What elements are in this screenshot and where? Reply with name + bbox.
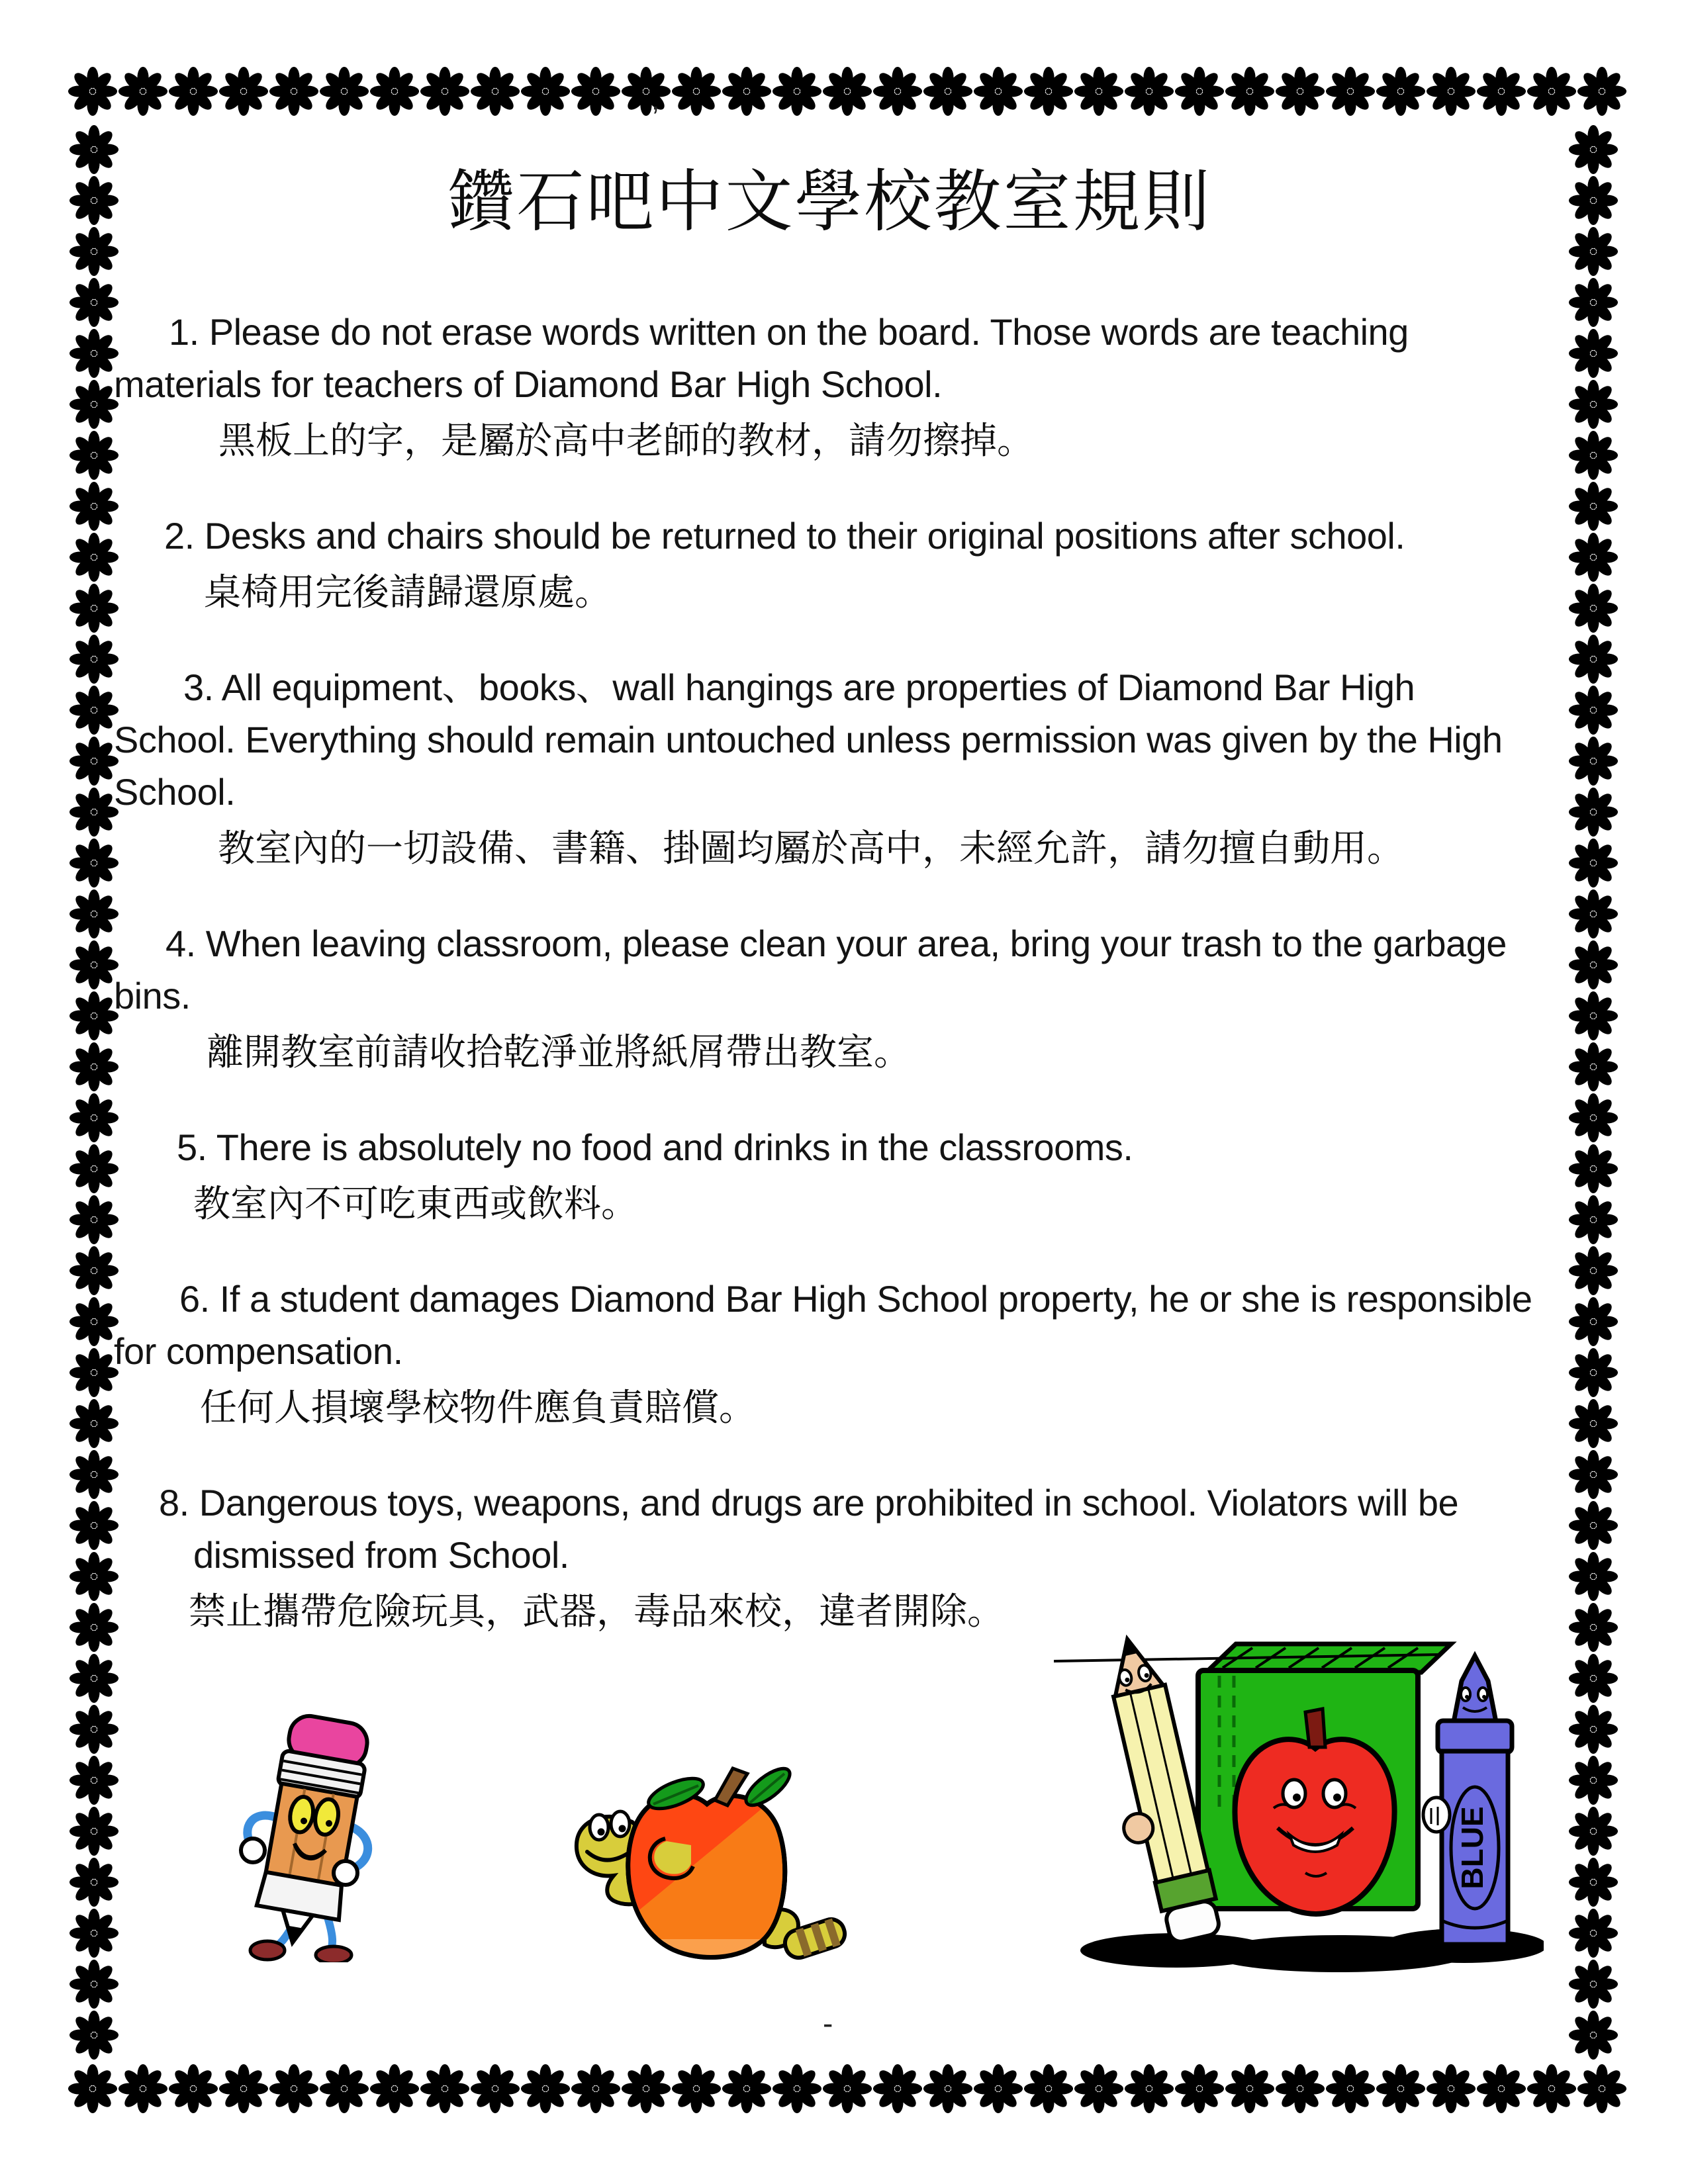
border-flower-icon [69, 1347, 119, 1398]
border-flower-icon [973, 2064, 1023, 2114]
border-flower-icon [1376, 2064, 1426, 2114]
border-flower-icon [69, 1297, 119, 1347]
border-flower-icon [1568, 430, 1618, 480]
border-flower-icon [69, 1093, 119, 1143]
border-flower-icon [69, 1246, 119, 1296]
rule-3-chinese: 教室內的一切設備、書籍、掛圖均屬於高中，未經允許，請勿擅自動用。 [218, 827, 1404, 869]
border-flower-icon [69, 685, 119, 735]
rule-2-chinese: 桌椅用完後請歸還原處。 [204, 571, 612, 613]
border-flower-icon [722, 66, 772, 116]
border-flower-icon [69, 1908, 119, 1958]
border-flower-icon [571, 2064, 621, 2114]
border-flower-icon [69, 940, 119, 990]
border-flower-icon [822, 2064, 872, 2114]
border-flower-icon [520, 2064, 571, 2114]
border-flower-icon [1568, 685, 1618, 735]
border-flower-icon [69, 1602, 119, 1653]
border-flower-icon [923, 2064, 973, 2114]
border-flower-icon [69, 1755, 119, 1805]
border-flower-icon [269, 2064, 319, 2114]
rule-4 [114, 917, 1545, 1081]
border-flower-icon [1568, 1347, 1618, 1398]
border-flower-icon [1568, 277, 1618, 328]
border-flower-icon [269, 66, 319, 116]
border-flower-icon [1568, 1602, 1618, 1653]
border-flower-icon [1568, 583, 1618, 633]
border-flower-icon [1023, 66, 1074, 116]
decorative-border-right [1568, 124, 1620, 2060]
border-flower-icon [1568, 1042, 1618, 1092]
border-flower-icon [621, 2064, 671, 2114]
rule-8-chinese: 禁止攜帶危險玩具，武器，毒品來校，違者開除。 [189, 1590, 1004, 1632]
border-flower-icon [1568, 1908, 1618, 1958]
border-flower-icon [319, 2064, 369, 2114]
border-flower-icon [1325, 66, 1376, 116]
border-flower-icon [69, 838, 119, 888]
border-flower-icon [69, 1959, 119, 2009]
decorative-border-bottom [68, 2064, 1619, 2115]
border-flower-icon [69, 1500, 119, 1551]
border-flower-icon [69, 481, 119, 531]
border-flower-icon [1174, 2064, 1225, 2114]
border-flower-icon [973, 66, 1023, 116]
page-title: 鑽石吧中文學校教室規則 [447, 164, 1212, 240]
border-flower-icon [1124, 2064, 1174, 2114]
border-flower-icon [621, 66, 671, 116]
border-flower-icon [722, 2064, 772, 2114]
border-flower-icon [69, 1398, 119, 1449]
border-flower-icon [1476, 2064, 1526, 2114]
border-flower-icon [822, 66, 872, 116]
border-flower-icon [872, 66, 923, 116]
border-flower-icon [69, 634, 119, 684]
dancing-pencil-clipart [233, 1707, 392, 1962]
rule-6 [114, 1273, 1545, 1437]
border-flower-icon [1225, 66, 1275, 116]
border-flower-icon [520, 66, 571, 116]
border-flower-icon [319, 66, 369, 116]
rule-1 [114, 306, 1545, 470]
border-flower-icon [470, 66, 520, 116]
border-flower-icon [420, 66, 470, 116]
border-flower-icon [69, 1144, 119, 1194]
border-flower-icon [69, 1653, 119, 1704]
border-flower-icon [1568, 1653, 1618, 1704]
border-flower-icon [1275, 2064, 1325, 2114]
border-flower-icon [772, 2064, 822, 2114]
border-flower-icon [69, 1042, 119, 1092]
decorative-border-left [69, 124, 120, 2060]
border-flower-icon [69, 379, 119, 430]
rule-1-english: 1. Please do not erase words written on the board. Those words are teaching materials for teachers of Diamond Bar High School. [114, 311, 1409, 405]
border-flower-icon [1568, 2010, 1618, 2060]
border-flower-icon [69, 889, 119, 939]
border-flower-icon [218, 66, 269, 116]
border-flower-icon [1568, 1704, 1618, 1754]
border-flower-icon [872, 2064, 923, 2114]
rules-content [114, 140, 1545, 1680]
border-flower-icon [118, 66, 168, 116]
border-flower-icon [69, 1551, 119, 1602]
border-flower-icon [1568, 787, 1618, 837]
border-flower-icon [69, 430, 119, 480]
border-flower-icon [1577, 2064, 1627, 2114]
border-flower-icon [118, 2064, 168, 2114]
border-flower-icon [1568, 736, 1618, 786]
border-flower-icon [1568, 226, 1618, 277]
border-flower-icon [1568, 1500, 1618, 1551]
border-flower-icon [671, 66, 722, 116]
border-flower-icon [1568, 838, 1618, 888]
border-flower-icon [69, 583, 119, 633]
border-flower-icon [69, 532, 119, 582]
border-flower-icon [69, 226, 119, 277]
border-flower-icon [68, 66, 118, 116]
stray-apostrophe-mark: ’ [652, 100, 659, 134]
border-flower-icon [1568, 1857, 1618, 1907]
crayon-label-text: BLUE [1455, 1806, 1490, 1889]
border-flower-icon [1568, 1398, 1618, 1449]
border-flower-icon [1426, 66, 1476, 116]
border-flower-icon [1568, 1144, 1618, 1194]
border-flower-icon [1568, 481, 1618, 531]
border-flower-icon [1568, 532, 1618, 582]
border-flower-icon [1568, 634, 1618, 684]
border-flower-icon [1526, 66, 1577, 116]
border-flower-icon [369, 66, 420, 116]
rule-6-english: 6. If a student damages Diamond Bar High School property, he or she is responsible for compensation. [114, 1278, 1532, 1372]
border-flower-icon [1174, 66, 1225, 116]
border-flower-icon [772, 66, 822, 116]
border-flower-icon [1568, 1246, 1618, 1296]
border-flower-icon [671, 2064, 722, 2114]
rule-4-english: 4. When leaving classroom, please clean your area, bring your trash to the garbage bins. [114, 923, 1507, 1017]
rule-5-english: 5. There is absolutely no food and drinks in the classrooms. [177, 1126, 1133, 1168]
rule-1-chinese: 黑板上的字，是屬於高中老師的教材，請勿擦掉。 [218, 420, 1034, 461]
border-flower-icon [1426, 2064, 1476, 2114]
footer-dash-mark: - [823, 2006, 833, 2040]
border-flower-icon [1568, 889, 1618, 939]
border-flower-icon [1476, 66, 1526, 116]
border-flower-icon [369, 2064, 420, 2114]
border-flower-icon [1568, 328, 1618, 379]
border-flower-icon [1568, 175, 1618, 226]
rule-3-english: 3. All equipment、books、wall hangings are properties of Diamond Bar High School. Everything should remain untouched unless permission was given by the High School. [114, 666, 1503, 813]
border-flower-icon [1568, 991, 1618, 1041]
border-flower-icon [69, 787, 119, 837]
rule-5-chinese: 教室內不可吃東西或飲料。 [193, 1183, 638, 1224]
border-flower-icon [1023, 2064, 1074, 2114]
school-supplies-clipart [1054, 1610, 1544, 1980]
border-flower-icon [69, 328, 119, 379]
border-flower-icon [69, 1857, 119, 1907]
border-flower-icon [1568, 1959, 1618, 2009]
border-flower-icon [68, 2064, 118, 2114]
border-flower-icon [1074, 2064, 1124, 2114]
border-flower-icon [69, 1806, 119, 1856]
apple-worm-clipart [566, 1759, 851, 1968]
border-flower-icon [1325, 2064, 1376, 2114]
border-flower-icon [1568, 1449, 1618, 1500]
rule-2-english: 2. Desks and chairs should be returned to their original positions after school. [164, 515, 1405, 557]
border-flower-icon [218, 2064, 269, 2114]
border-flower-icon [168, 2064, 218, 2114]
border-flower-icon [1568, 1297, 1618, 1347]
rule-8-english: 8. Dangerous toys, weapons, and drugs are prohibited in school. Violators will be dismissed from School. [159, 1482, 1459, 1576]
border-flower-icon [1568, 1755, 1618, 1805]
border-flower-icon [1526, 2064, 1577, 2114]
border-flower-icon [168, 66, 218, 116]
border-flower-icon [69, 124, 119, 175]
border-flower-icon [470, 2064, 520, 2114]
rule-2 [114, 510, 1545, 621]
border-flower-icon [69, 1195, 119, 1245]
border-flower-icon [69, 2010, 119, 2060]
border-flower-icon [69, 277, 119, 328]
border-flower-icon [1568, 379, 1618, 430]
border-flower-icon [1225, 2064, 1275, 2114]
border-flower-icon [923, 66, 973, 116]
rule-3 [114, 661, 1545, 878]
border-flower-icon [69, 736, 119, 786]
border-flower-icon [1124, 66, 1174, 116]
border-flower-icon [1568, 1093, 1618, 1143]
rule-6-chinese: 任何人損壞學校物件應負責賠償。 [200, 1387, 756, 1428]
border-flower-icon [420, 2064, 470, 2114]
border-flower-icon [1568, 124, 1618, 175]
border-flower-icon [571, 66, 621, 116]
border-flower-icon [1275, 66, 1325, 116]
border-flower-icon [69, 1449, 119, 1500]
decorative-border-top [68, 66, 1619, 118]
rule-5 [114, 1121, 1545, 1233]
border-flower-icon [1074, 66, 1124, 116]
border-flower-icon [1577, 66, 1627, 116]
border-flower-icon [69, 1704, 119, 1754]
border-flower-icon [1568, 1551, 1618, 1602]
rule-4-chinese: 離開教室前請收拾乾淨並將紙屑帶出教室。 [207, 1031, 911, 1073]
border-flower-icon [69, 175, 119, 226]
border-flower-icon [1376, 66, 1426, 116]
border-flower-icon [1568, 1806, 1618, 1856]
border-flower-icon [1568, 1195, 1618, 1245]
border-flower-icon [1568, 940, 1618, 990]
border-flower-icon [69, 991, 119, 1041]
